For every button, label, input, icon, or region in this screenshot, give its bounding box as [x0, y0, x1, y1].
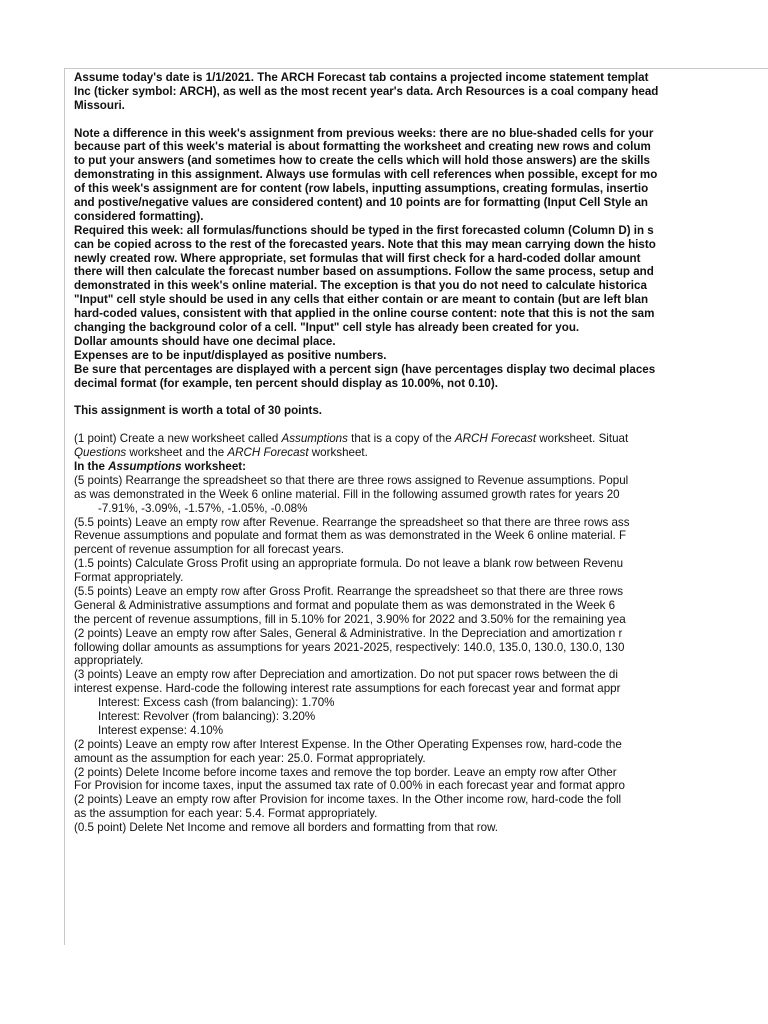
required-line: Dollar amounts should have one decimal place.: [74, 334, 336, 348]
tasks-line: (1.5 points) Calculate Gross Profit using an appropriate formula. Do not leave a blank row between Revenu: [74, 557, 624, 571]
tasks-line: (5.5 points) Leave an empty row after Gross Profit. Rearrange the spreadsheet so that there are three rows: [74, 584, 624, 598]
required-line: can be copied across to the rest of the forecasted years. Note that this may mean carrying down the histo: [74, 237, 656, 251]
required-line: Be sure that percentages are displayed with a percent sign (have percentages display two decimal places: [74, 362, 656, 376]
spacer: [74, 418, 768, 432]
tasks-line: appropriately.: [74, 654, 144, 668]
tasks-line: Interest: Revolver (from balancing): 3.20%: [98, 709, 316, 723]
tasks-line: Format appropriately.: [74, 571, 184, 585]
note-paragraph: [74, 127, 768, 224]
tasks-line: amount as the assumption for each year: 25.0. Format appropriately.: [74, 751, 426, 765]
note-line: and postive/negative values are considered content) and 10 points are for formatting (Input Cell Style an: [74, 196, 649, 210]
tasks-line: (0.5 point) Delete Net Income and remove all borders and formatting from that row.: [74, 821, 499, 835]
required-line: Expenses are to be input/displayed as positive numbers.: [74, 348, 387, 362]
tasks-line: percent of revenue assumption for all forecast years.: [74, 543, 345, 557]
tasks-line: (5 points) Rearrange the spreadsheet so that there are three rows assigned to Revenue assumptions. Popul: [74, 473, 629, 487]
required-paragraph: [74, 224, 768, 391]
tasks-line: -7.91%, -3.09%, -1.57%, -1.05%, -0.08%: [98, 501, 308, 515]
tasks-line: as was demonstrated in the Week 6 online material. Fill in the following assumed growth rates for years 20: [74, 487, 620, 501]
instructions-cell[interactable]: [74, 71, 768, 835]
assumptions-heading: In the Assumptions worksheet:: [74, 459, 247, 473]
tasks-line: as the assumption for each year: 5.4. Format appropriately.: [74, 807, 378, 821]
tasks-line: following dollar amounts as assumptions for years 2021-2025, respectively: 140.0, 135.0, 130.0, 130.0, 130: [74, 640, 625, 654]
required-line: decimal format (for example, ten percent should display as 10.00%, not 0.10).: [74, 376, 498, 390]
task-create-worksheet: (1 point) Create a new worksheet called Assumptions that is a copy of the ARCH Forecast worksheet. Situat: [74, 432, 629, 446]
points-total: This assignment is worth a total of 30 points.: [74, 404, 323, 418]
spreadsheet-area: [64, 68, 768, 945]
intro-line: Assume today's date is 1/1/2021. The ARCH Forecast tab contains a projected income statement templat: [74, 71, 649, 84]
tasks-line: the percent of revenue assumptions, fill in 5.10% for 2021, 3.90% for 2022 and 3.50% for the remaining yea: [74, 612, 626, 626]
note-line: because part of this week's material is about formatting the worksheet and creating new rows and colum: [74, 140, 651, 154]
tasks-line: (2 points) Leave an empty row after Sales, General & Administrative. In the Depreciation and amortization r: [74, 626, 623, 640]
required-line: there will then calculate the forecast number based on assumptions. Follow the same process, setup and: [74, 265, 654, 279]
tasks-line: Revenue assumptions and populate and format them as was demonstrated in the Week 6 online material. F: [74, 529, 627, 543]
note-line: of this week's assignment are for content (row labels, inputting assumptions, creating formulas, insertio: [74, 182, 649, 196]
tasks-line: (2 points) Delete Income before income taxes and remove the top border. Leave an empty row after Other: [74, 765, 617, 779]
tasks-line: General & Administrative assumptions and format and populate them as was demonstrated in the Week 6: [74, 598, 616, 612]
tasks-line: Interest expense: 4.10%: [98, 723, 224, 737]
required-line: "Input" cell style should be used in any cells that either contain or are meant to contain (but are left blan: [74, 293, 649, 307]
required-line: newly created row. Where appropriate, set formulas that will first check for a hard-coded dollar amount: [74, 251, 641, 265]
tasks-line: (2 points) Leave an empty row after Provision for income taxes. In the Other income row, hard-code the foll: [74, 793, 622, 807]
spacer: [74, 390, 768, 404]
tasks-line: For Provision for income taxes, input the assumed tax rate of 0.00% in each forecast year and format appro: [74, 779, 625, 793]
intro-line: Inc (ticker symbol: ARCH), as well as the most recent year's data. Arch Resources is a coal company head: [74, 84, 659, 98]
note-line: considered formatting).: [74, 209, 204, 223]
tasks-line: (2 points) Leave an empty row after Interest Expense. In the Other Operating Expenses row, hard-code the: [74, 737, 622, 751]
tasks-line: interest expense. Hard-code the following interest rate assumptions for each forecast year and format appr: [74, 682, 621, 696]
tasks-line: (5.5 points) Leave an empty row after Revenue. Rearrange the spreadsheet so that there are three rows ass: [74, 515, 630, 529]
tasks-line: Interest: Excess cash (from balancing): 1.70%: [98, 696, 335, 710]
intro-line: Missouri.: [74, 98, 125, 112]
required-line: demonstrated in this week's online material. The exception is that you do not need to calculate historica: [74, 279, 647, 293]
required-line: changing the background color of a cell. "Input" cell style has already been created for you.: [74, 321, 580, 335]
task-create-worksheet-cont: Questions worksheet and the ARCH Forecast worksheet.: [74, 446, 368, 460]
note-line: Note a difference in this week's assignment from previous weeks: there are no blue-shaded cells for your: [74, 126, 654, 140]
intro-paragraph: [74, 71, 768, 113]
note-line: to put your answers (and sometimes how to create the cells which will hold those answers) are the skills: [74, 154, 650, 168]
required-line: Required this week: all formulas/functions should be typed in the first forecasted column (Column D) in s: [74, 223, 654, 237]
spacer: [74, 113, 768, 127]
task-list: [74, 474, 768, 835]
required-line: hard-coded values, consistent with that applied in the online course content: note that this is not the sam: [74, 307, 655, 321]
note-line: demonstrating in this assignment. Always use formulas with cell references when possible, except for mo: [74, 168, 658, 182]
tasks-line: (3 points) Leave an empty row after Depreciation and amortization. Do not put spacer rows between the di: [74, 668, 618, 682]
